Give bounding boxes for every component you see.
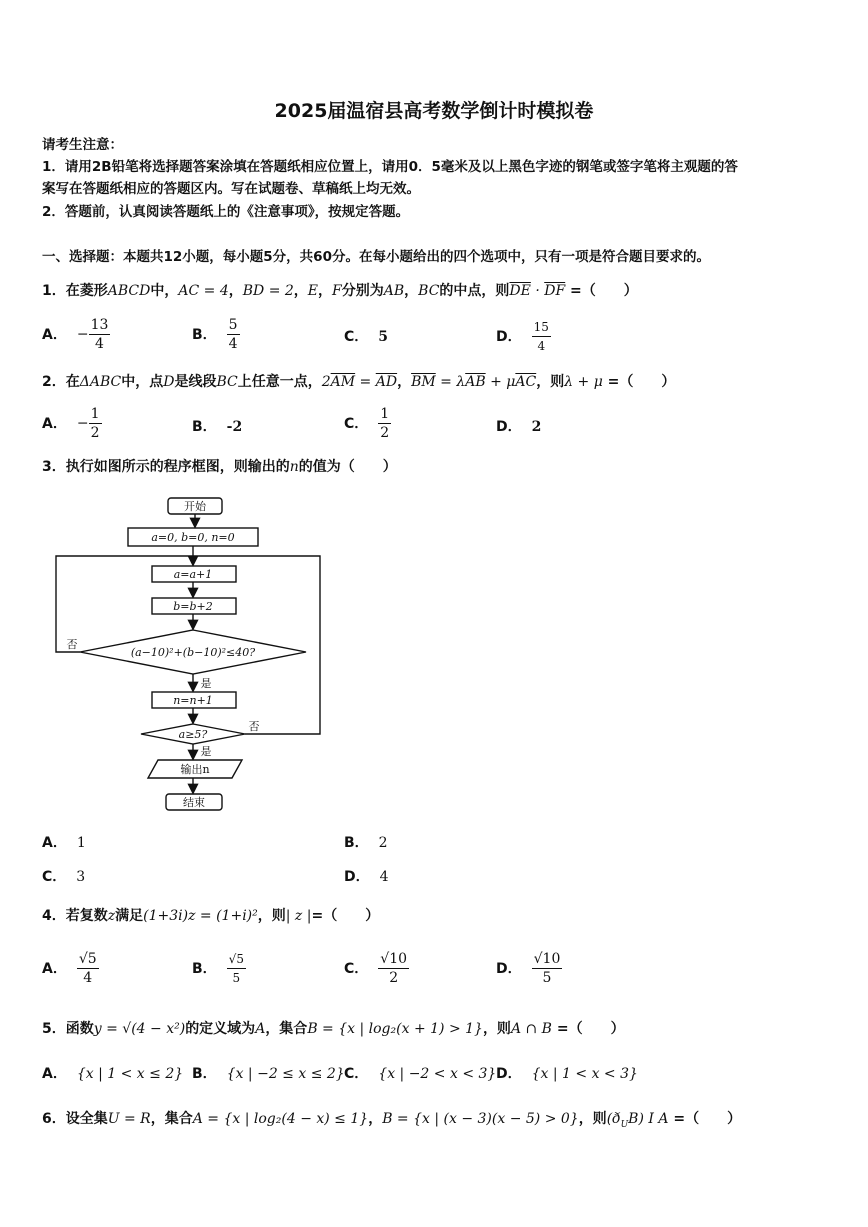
notice-line-2: 2．答题前，认真阅读答题纸上的《注意事项》，按规定答题。 (42, 204, 410, 220)
q1-math-dot: · (530, 283, 545, 299)
fraction-denominator: 4 (228, 336, 238, 352)
q2-text: =（ ） (602, 374, 676, 390)
flow-output-text: 输出n (180, 763, 210, 776)
q2-text: ，则 (536, 374, 565, 390)
question-4 (42, 905, 379, 925)
flow-cond2-text: a≥5? (178, 728, 208, 741)
q5-text: =（ ） (551, 1021, 625, 1037)
notice-heading: 请考生注意： (42, 137, 123, 153)
option-value: {x | 1 < x < 3} (531, 1066, 638, 1082)
option-value: 4 (379, 869, 389, 885)
q1-math-abcd: ABCD (107, 283, 151, 299)
q6-math-subscript: U (620, 1119, 629, 1130)
q2-text: 上任意一点， (237, 374, 322, 390)
q5-text: ，则 (482, 1021, 511, 1037)
q4-option-a[interactable] (42, 950, 99, 987)
flow-init-text: a=0, b=0, n=0 (151, 531, 235, 544)
q5-option-a[interactable] (42, 1063, 183, 1083)
q3-option-d[interactable] (344, 866, 389, 886)
q2-vector-ab: $\overline{AB}$ (465, 374, 486, 390)
q1-option-c[interactable] (344, 326, 388, 346)
option-fraction (532, 950, 563, 987)
option-value: 5 (378, 329, 389, 345)
q4-text: =（ ） (311, 908, 380, 924)
option-label: A． (42, 960, 67, 977)
q2-math-coef: 2 (321, 374, 331, 390)
fraction-numerator: √10 (380, 951, 408, 967)
option-fraction (227, 316, 240, 353)
option-value: {x | −2 < x < 3} (378, 1066, 497, 1082)
q4-option-c[interactable] (344, 950, 409, 987)
q6-text: ， (368, 1111, 383, 1127)
fraction-numerator: √5 (227, 950, 246, 969)
q2-math-eq: = (355, 374, 376, 390)
fraction-denominator: 4 (83, 970, 93, 986)
question-6 (42, 1108, 741, 1130)
fraction-numerator: 13 (90, 317, 109, 333)
option-value: 1 (76, 835, 86, 851)
flow-start-text: 开始 (184, 500, 206, 513)
q4-math-z: z (107, 908, 116, 924)
option-label: D． (496, 1066, 522, 1082)
notice-line-1a: 1．请用2B铅笔将选择题答案涂填在答题纸相应位置上，请用0．5毫米及以上黑色字迹的钢笔或签字笔将主观题的答 (42, 159, 738, 175)
q4-text: 4．若复数 (42, 908, 108, 924)
flow-no1-label: 否 (66, 638, 78, 651)
q5-text: 5．函数 (42, 1021, 94, 1037)
q2-option-a[interactable] (42, 405, 102, 442)
fraction-denominator: 5 (542, 970, 552, 986)
option-label: B． (192, 960, 217, 977)
fraction-numerator: 15 (532, 318, 551, 337)
option-fraction (89, 405, 102, 442)
option-label: D． (344, 869, 370, 885)
q1-math-bc: BC (418, 283, 440, 299)
option-label: A． (42, 415, 67, 432)
q1-text: ， (318, 283, 333, 299)
option-fraction (227, 950, 246, 987)
q2-vector-ad: $\overline{AD}$ (375, 374, 398, 390)
q5-text: 的定义域为 (185, 1021, 256, 1037)
q5-text: ，集合 (265, 1021, 308, 1037)
q5-math-a: A (255, 1021, 266, 1037)
q1-option-b[interactable] (192, 316, 240, 353)
flowchart (50, 494, 330, 814)
q6-math-set-b: B = {x | (x − 3)(x − 5) > 0} (382, 1111, 579, 1127)
flow-step2-text: b=b+2 (173, 600, 213, 613)
q4-math-equation: (1+3i)z = (1+i)² (143, 908, 258, 924)
q2-option-d[interactable] (496, 416, 541, 436)
option-sign: − (76, 326, 89, 343)
q5-option-d[interactable] (496, 1063, 638, 1083)
question-2 (42, 371, 675, 391)
option-value: 2 (531, 419, 542, 435)
q2-math-lambda: = λ (435, 374, 466, 390)
option-sign: − (76, 415, 89, 432)
q2-math-mu: + μ (485, 374, 516, 390)
fraction-numerator: √10 (533, 951, 561, 967)
q1-math-e: E (307, 283, 319, 299)
q6-text: =（ ） (668, 1111, 742, 1127)
fraction-denominator: 2 (90, 425, 100, 441)
q6-text: ，集合 (150, 1111, 193, 1127)
q1-vector-de: $\overline{DE}$ (509, 283, 531, 299)
section-heading: 一、选择题：本题共12小题，每小题5分，共60分。在每小题给出的四个选项中，只有一项是符合题目要求的。 (42, 249, 710, 265)
question-1 (42, 280, 638, 300)
fraction-denominator: 4 (537, 339, 546, 353)
q2-text: 2．在 (42, 374, 80, 390)
q2-math-sum: λ + μ (564, 374, 603, 390)
q2-vector-ac: $\overline{AC}$ (515, 374, 537, 390)
fraction-numerator: 1 (380, 406, 390, 422)
q2-math-d: D (163, 374, 175, 390)
q2-vector-am: $\overline{AM}$ (330, 374, 356, 390)
option-label: C． (344, 960, 369, 977)
q1-math-bd: BD = 2 (242, 283, 294, 299)
q3-option-c[interactable] (42, 866, 85, 886)
q2-option-c[interactable] (344, 405, 391, 442)
q5-option-b[interactable] (192, 1063, 345, 1083)
flow-end-text: 结束 (183, 796, 205, 809)
q1-text: ， (228, 283, 243, 299)
option-label: C． (344, 329, 369, 345)
option-label: B． (192, 1066, 217, 1082)
q4-text: ，则 (257, 908, 286, 924)
option-value: 3 (76, 869, 86, 885)
option-label: C． (344, 1066, 369, 1082)
q5-math-set-b: B = {x | log₂(x + 1) > 1} (307, 1021, 483, 1037)
q4-text: 满足 (115, 908, 144, 924)
q2-option-b[interactable] (192, 416, 242, 436)
q2-math-bc: BC (216, 374, 238, 390)
q2-vector-bm: $\overline{BM}$ (411, 374, 436, 390)
q1-text: 的中点，则 (439, 283, 510, 299)
q1-text: ， (293, 283, 308, 299)
page-title: 2025届温宿县高考数学倒计时模拟卷 (274, 100, 594, 122)
option-fraction (378, 950, 409, 987)
q2-text: 中，点 (121, 374, 164, 390)
option-label: C． (42, 869, 67, 885)
q3-math-n: n (289, 459, 299, 475)
q1-vector-df: $\overline{DF}$ (544, 283, 566, 299)
option-label: D． (496, 419, 522, 435)
q1-text: =（ ） (565, 283, 638, 299)
q3-option-b[interactable] (344, 832, 388, 852)
q1-text: 分别为 (341, 283, 384, 299)
q6-math-complement: (ð (606, 1111, 621, 1127)
notice-line-1b: 案写在答题纸相应的答题区内。写在试题卷、草稿纸上均无效。 (42, 181, 420, 197)
option-value: 2 (378, 835, 388, 851)
option-fraction (378, 405, 391, 442)
q6-math-set-a: A = {x | log₂(4 − x) ≤ 1} (192, 1111, 369, 1127)
q3-text: 3．执行如图所示的程序框图，则输出的 (42, 459, 290, 475)
q2-math-triangle: ΔABC (79, 374, 122, 390)
option-fraction (77, 950, 99, 987)
q1-text: 中， (150, 283, 179, 299)
q5-math-intersection: A ∩ B (510, 1021, 552, 1037)
q2-text: ， (397, 374, 412, 390)
option-fraction (532, 318, 551, 355)
option-label: A． (42, 326, 67, 343)
q5-math-function: y = √(4 − x²) (93, 1021, 186, 1037)
option-label: B． (344, 835, 369, 851)
q6-math-universe: U = R (107, 1111, 151, 1127)
flow-loop-right (193, 556, 320, 734)
q4-math-abs: | z | (285, 908, 312, 924)
fraction-numerator: 1 (90, 406, 100, 422)
q1-option-a[interactable] (42, 316, 110, 353)
q1-option-d[interactable] (496, 318, 551, 355)
fraction-denominator: 4 (95, 336, 104, 352)
fraction-denominator: 5 (232, 971, 241, 985)
q1-text: ， (404, 283, 419, 299)
q3-text: 的值为（ ） (298, 459, 397, 475)
fraction-numerator: √5 (78, 951, 97, 967)
flow-no2-label: 否 (248, 720, 260, 733)
fraction-numerator: 5 (228, 317, 238, 333)
q1-math-ac: AC = 4 (178, 283, 229, 299)
option-fraction (89, 316, 111, 353)
q1-text: 1．在菱形 (42, 283, 108, 299)
flow-step1-text: a=a+1 (173, 568, 213, 581)
q2-text: 是线段 (174, 374, 217, 390)
question-3 (42, 456, 397, 476)
option-label: B． (192, 419, 217, 435)
question-5 (42, 1018, 625, 1038)
option-label: D． (496, 328, 522, 345)
q6-text: ，则 (578, 1111, 607, 1127)
option-value: -2 (226, 419, 243, 435)
option-label: D． (496, 960, 522, 977)
option-label: C． (344, 415, 369, 432)
flow-cond1-text: (a−10)²+(b−10)²≤40? (130, 646, 256, 659)
flow-yes1-label: 是 (200, 677, 212, 690)
option-value: {x | −2 ≤ x ≤ 2} (226, 1066, 345, 1082)
q3-option-a[interactable] (42, 832, 86, 852)
q4-option-b[interactable] (192, 950, 246, 987)
q1-math-ab: AB (383, 283, 405, 299)
option-label: A． (42, 1066, 67, 1082)
option-label: B． (192, 326, 217, 343)
q6-math-expression: B) I A (628, 1111, 669, 1127)
fraction-denominator: 2 (389, 970, 399, 986)
fraction-denominator: 2 (380, 425, 390, 441)
q4-option-d[interactable] (496, 950, 562, 987)
q1-math-f: F (332, 283, 342, 299)
option-value: {x | 1 < x ≤ 2} (76, 1066, 184, 1082)
option-label: A． (42, 835, 67, 851)
q6-text: 6．设全集 (42, 1111, 108, 1127)
q5-option-c[interactable] (344, 1063, 496, 1083)
flow-step3-text: n=n+1 (173, 694, 213, 707)
flow-yes2-label: 是 (200, 745, 212, 758)
